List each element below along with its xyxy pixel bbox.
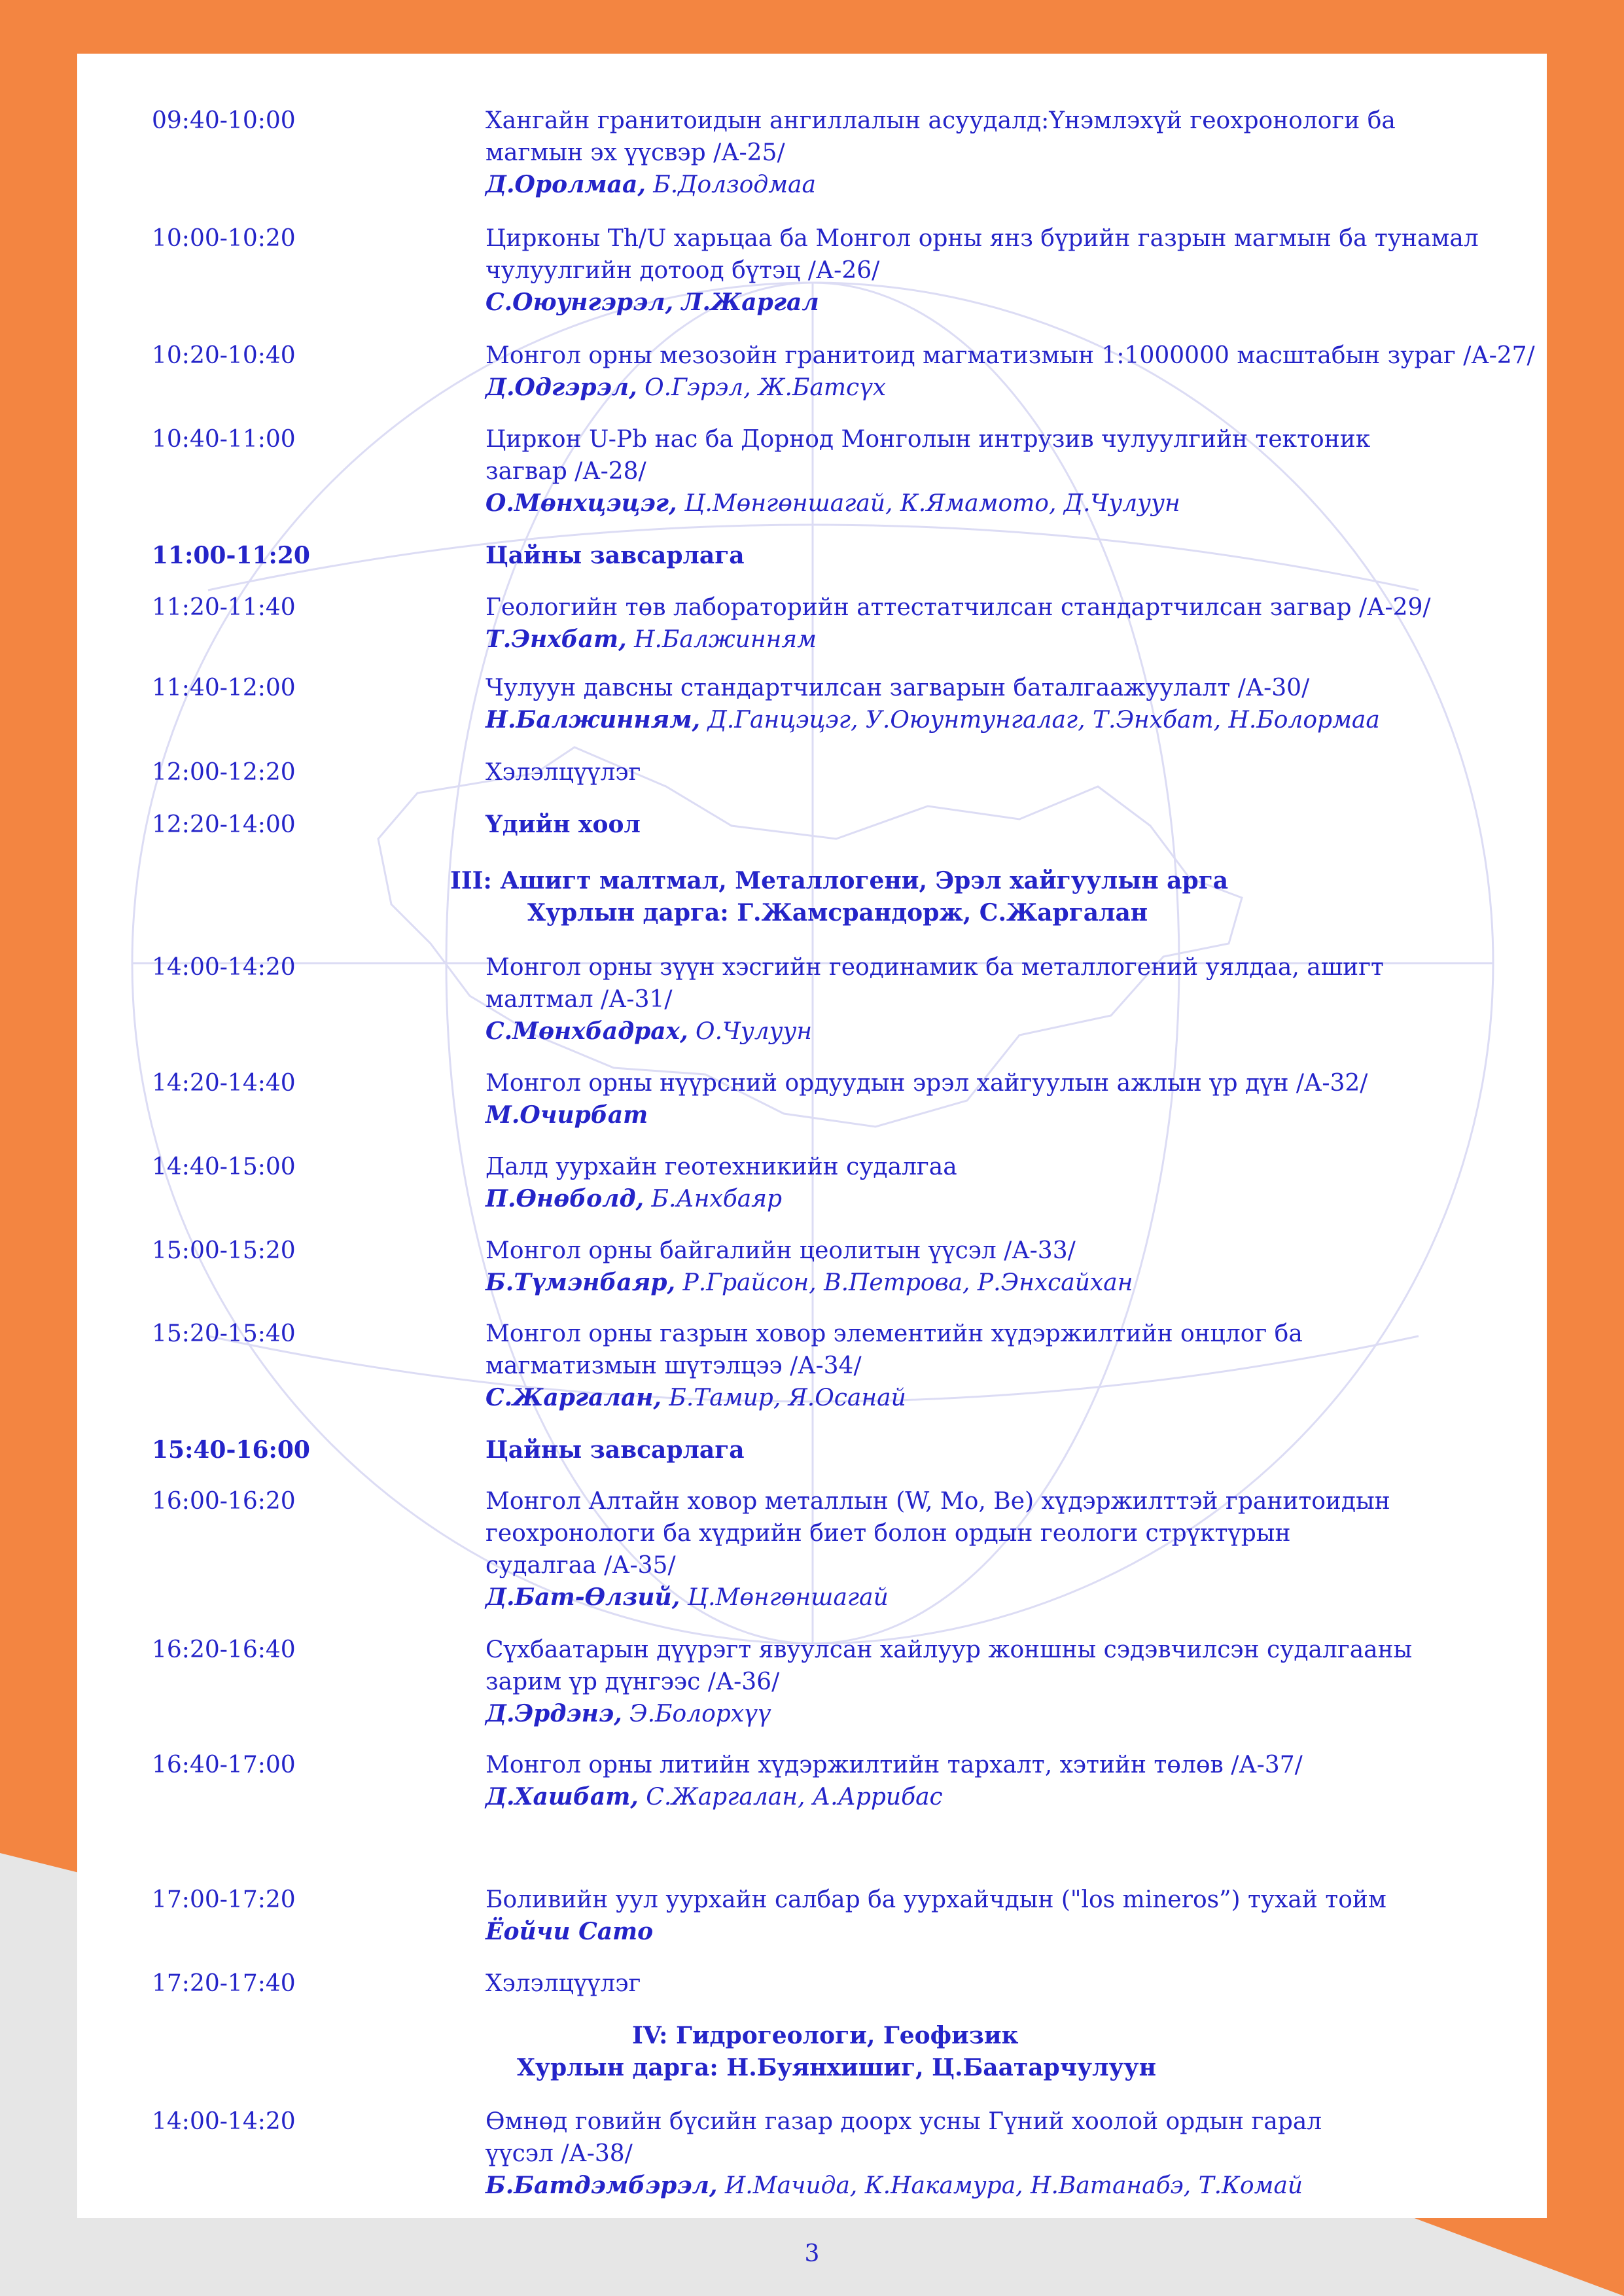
talk-title-line: Геологийн төв лабораторийн аттестатчилсан стандартчилсан загвар /А-29/ [485, 594, 1431, 621]
talk-title-line: Далд уурхайн геотехникийн судалгаа [485, 1154, 957, 1180]
talk-title-line: Монгол Алтайн ховор металлын (W, Mo, Be) хүдэржилттэй гранитоидын [485, 1488, 1390, 1515]
talk-title-line: Өмнөд говийн бүсийн газар доорх усны Гүний хоолой ордын гарал [485, 2108, 1322, 2135]
talk-details [485, 222, 1532, 319]
talk-authors [485, 1099, 1532, 1131]
coauthors: Н.Балжинням [626, 626, 817, 653]
discussion-label: Хэлэлцүүлэг [485, 1970, 641, 1997]
section-title: III: Ашигт малтмал, Металлогени, Эрэл хайгуулын арга [450, 867, 1229, 894]
lead-author: О.Мөнхцэцэг, [485, 489, 677, 517]
talk-title-line: Боливийн уул уурхайн салбар ба уурхайчдын ("los mineros”) тухай тойм [485, 1886, 1386, 1913]
talk-title-line: үүсэл /А-38/ [485, 2140, 633, 2167]
talk-title-line: судалгаа /А-35/ [485, 1552, 676, 1579]
time-slot: 16:00-16:20 [152, 1488, 296, 1515]
time-slot: 14:00-14:20 [152, 954, 296, 981]
coauthors: Ц.Мөнгөншагай, К.Ямамото, Д.Чулуун [677, 490, 1180, 517]
talk-title-line: Монгол орны нүүрсний ордуудын эрэл хайгуулын ажлын үр дүн /А-32/ [485, 1070, 1368, 1097]
talk-title-line: магматизмын шүтэлцээ /А-34/ [485, 1352, 862, 1379]
lead-author: Д.Оролмаа, [485, 171, 646, 198]
talk-authors [485, 1382, 1532, 1414]
time-slot: 10:00-10:20 [152, 225, 296, 252]
time-slot: 11:20-11:40 [152, 594, 296, 621]
time-slot: 16:20-16:40 [152, 1636, 296, 1663]
page-sheet [77, 54, 1547, 2218]
lead-author: Д.Хашбат, [485, 1783, 639, 1810]
talk-authors [485, 1183, 1532, 1215]
talk-authors [485, 2170, 1532, 2202]
coauthors: Ц.Мөнгөншагай [680, 1584, 889, 1611]
lead-author: Д.Бат-Өлзий, [485, 1583, 680, 1611]
time-slot: 12:20-14:00 [152, 811, 296, 838]
lead-author: Т.Энхбат, [485, 626, 627, 653]
talk-title-line: геохронологи ба хүдрийн биет болон ордын геологи стрүктүрын [485, 1520, 1291, 1547]
talk-authors [485, 169, 1532, 201]
coauthors: Д.Ганцэцэг, У.Оюунтунгалаг, Т.Энхбат, Н.Болормаа [700, 707, 1380, 733]
break-details [485, 540, 1532, 572]
talk-details [485, 340, 1535, 404]
time-slot: 14:20-14:40 [152, 1070, 296, 1097]
lead-author: М.Очирбат [485, 1101, 648, 1129]
time-slot: 10:40-11:00 [152, 426, 296, 453]
talk-authors [485, 287, 1532, 319]
talk-details [485, 423, 1532, 520]
coauthors: О.Гэрэл, Ж.Батсүх [637, 374, 887, 401]
talk-details [485, 1067, 1532, 1131]
lead-author: Б.Батдэмбэрэл, [485, 2172, 718, 2199]
talk-details [485, 105, 1532, 201]
time-slot: 14:00-14:20 [152, 2108, 296, 2135]
lead-author: Д.Одгэрэл, [485, 374, 637, 401]
coauthors: Б.Тамир, Я.Осанай [661, 1385, 906, 1411]
talk-details [485, 592, 1532, 656]
talk-title-line: Монгол орны мезозойн гранитоид магматизмын 1:1000000 масштабын зураг /А-27/ [485, 342, 1535, 369]
talk-details [485, 1884, 1532, 1948]
lead-author: Н.Балжинням, [485, 706, 701, 733]
time-slot: 17:20-17:40 [152, 1970, 296, 1997]
talk-title-line: Монгол орны газрын ховор элементийн хүдэржилтийн онцлог ба [485, 1320, 1303, 1347]
talk-title-line: чулуулгийн дотоод бүтэц /А-26/ [485, 257, 880, 284]
talk-details [485, 1235, 1532, 1299]
talk-details [485, 1318, 1532, 1414]
lunch-details [485, 809, 1532, 841]
talk-title-line: Сүхбаатарын дүүрэгт явуулсан хайлуур жоншны сэдэвчилсэн судалгааны [485, 1636, 1413, 1663]
coauthors: И.Мачида, К.Накамура, Н.Ватанабэ, Т.Комай [717, 2172, 1303, 2199]
time-slot: 12:00-12:20 [152, 759, 296, 786]
discussion-details [485, 1968, 1532, 2000]
break-details [485, 1434, 1532, 1466]
lead-author: С.Мөнхбадрах, [485, 1017, 688, 1045]
section-chairs: Хурлын дарга: Н.Буянхишиг, Ц.Баатарчулуун [517, 2054, 1156, 2081]
talk-authors [485, 1698, 1532, 1730]
page-number: 3 [804, 2240, 820, 2267]
time-slot: 11:00-11:20 [152, 542, 310, 569]
time-slot: 14:40-15:00 [152, 1154, 296, 1180]
talk-details [485, 1151, 1532, 1215]
talk-title-line: Монгол орны зүүн хэсгийн геодинамик ба металлогений уялдаа, ашигт [485, 954, 1384, 981]
talk-authors [485, 624, 1532, 656]
coauthors: Э.Болорхүү [622, 1701, 771, 1727]
talk-authors [485, 1267, 1532, 1299]
time-slot: 15:00-15:20 [152, 1237, 296, 1264]
lead-author: Д.Эрдэнэ, [485, 1700, 622, 1727]
time-slot: 15:20-15:40 [152, 1320, 296, 1347]
talk-details [485, 1485, 1532, 1614]
coauthors: Б.Долзодмаа [645, 171, 816, 198]
time-slot: 10:20-10:40 [152, 342, 296, 369]
time-slot: 09:40-10:00 [152, 107, 296, 134]
break-title: Цайны завсарлага [485, 1436, 745, 1464]
talk-title-line: магмын эх үүсвэр /А-25/ [485, 139, 785, 166]
break-title: Цайны завсарлага [485, 542, 745, 569]
talk-details [485, 672, 1532, 736]
discussion-label: Хэлэлцүүлэг [485, 759, 641, 786]
talk-authors [485, 1016, 1532, 1048]
talk-details [485, 1749, 1532, 1813]
talk-title-line: Чулуун давсны стандартчилсан загварын баталгаажуулалт /А-30/ [485, 675, 1310, 701]
talk-title-line: малтмал /А-31/ [485, 986, 673, 1013]
time-slot: 16:40-17:00 [152, 1752, 296, 1778]
lead-author: С.Жаргалан, [485, 1384, 662, 1411]
lead-author: Ёойчи Сато [485, 1918, 654, 1945]
time-slot: 15:40-16:00 [152, 1436, 310, 1464]
time-slot: 11:40-12:00 [152, 675, 296, 701]
talk-title-line: зарим үр дүнгээс /А-36/ [485, 1669, 780, 1695]
talk-details [485, 1634, 1532, 1730]
lead-author: С.Оюунгэрэл, Л.Жаргал [485, 289, 819, 316]
talk-title-line: Цирконы Th/U харьцаа ба Монгол орны янз бүрийн газрын магмын ба тунамал [485, 225, 1479, 252]
coauthors: С.Жаргалан, А.Аррибас [638, 1784, 943, 1810]
talk-title-line: Хангайн гранитоидын ангиллалын асуудалд:Үнэмлэхүй геохронологи ба [485, 107, 1396, 134]
talk-title-line: Монгол орны литийн хүдэржилтийн тархалт, хэтийн төлөв /А-37/ [485, 1752, 1303, 1778]
lunch-title: Үдийн хоол [485, 811, 641, 838]
talk-title-line: Монгол орны байгалийн цеолитын үүсэл /А-33/ [485, 1237, 1076, 1264]
time-slot: 17:00-17:20 [152, 1886, 296, 1913]
coauthors: О.Чулуун [688, 1018, 813, 1045]
section-chairs: Хурлын дарга: Г.Жамсрандорж, С.Жаргалан [527, 899, 1148, 927]
coauthors: Б.Анхбаяр [644, 1186, 783, 1212]
talk-authors [485, 1916, 1532, 1948]
talk-authors [485, 704, 1532, 736]
talk-authors [485, 487, 1532, 520]
talk-authors [485, 372, 1532, 404]
lead-author: Б.Түмэнбаяр, [485, 1269, 676, 1296]
talk-authors [485, 1781, 1532, 1813]
discussion-details [485, 756, 1532, 788]
talk-title-line: загвар /А-28/ [485, 458, 646, 485]
talk-details [485, 951, 1532, 1048]
lead-author: П.Өнөболд, [485, 1185, 644, 1212]
section-title: IV: Гидрогеологи, Геофизик [632, 2022, 1019, 2049]
talk-title-line: Циркон U-Pb нас ба Дорнод Монголын интрузив чулуулгийн тектоник [485, 426, 1371, 453]
talk-details [485, 2106, 1532, 2202]
coauthors: Р.Грайсон, В.Петрова, Р.Энхсайхан [675, 1269, 1133, 1296]
talk-authors [485, 1581, 1532, 1614]
